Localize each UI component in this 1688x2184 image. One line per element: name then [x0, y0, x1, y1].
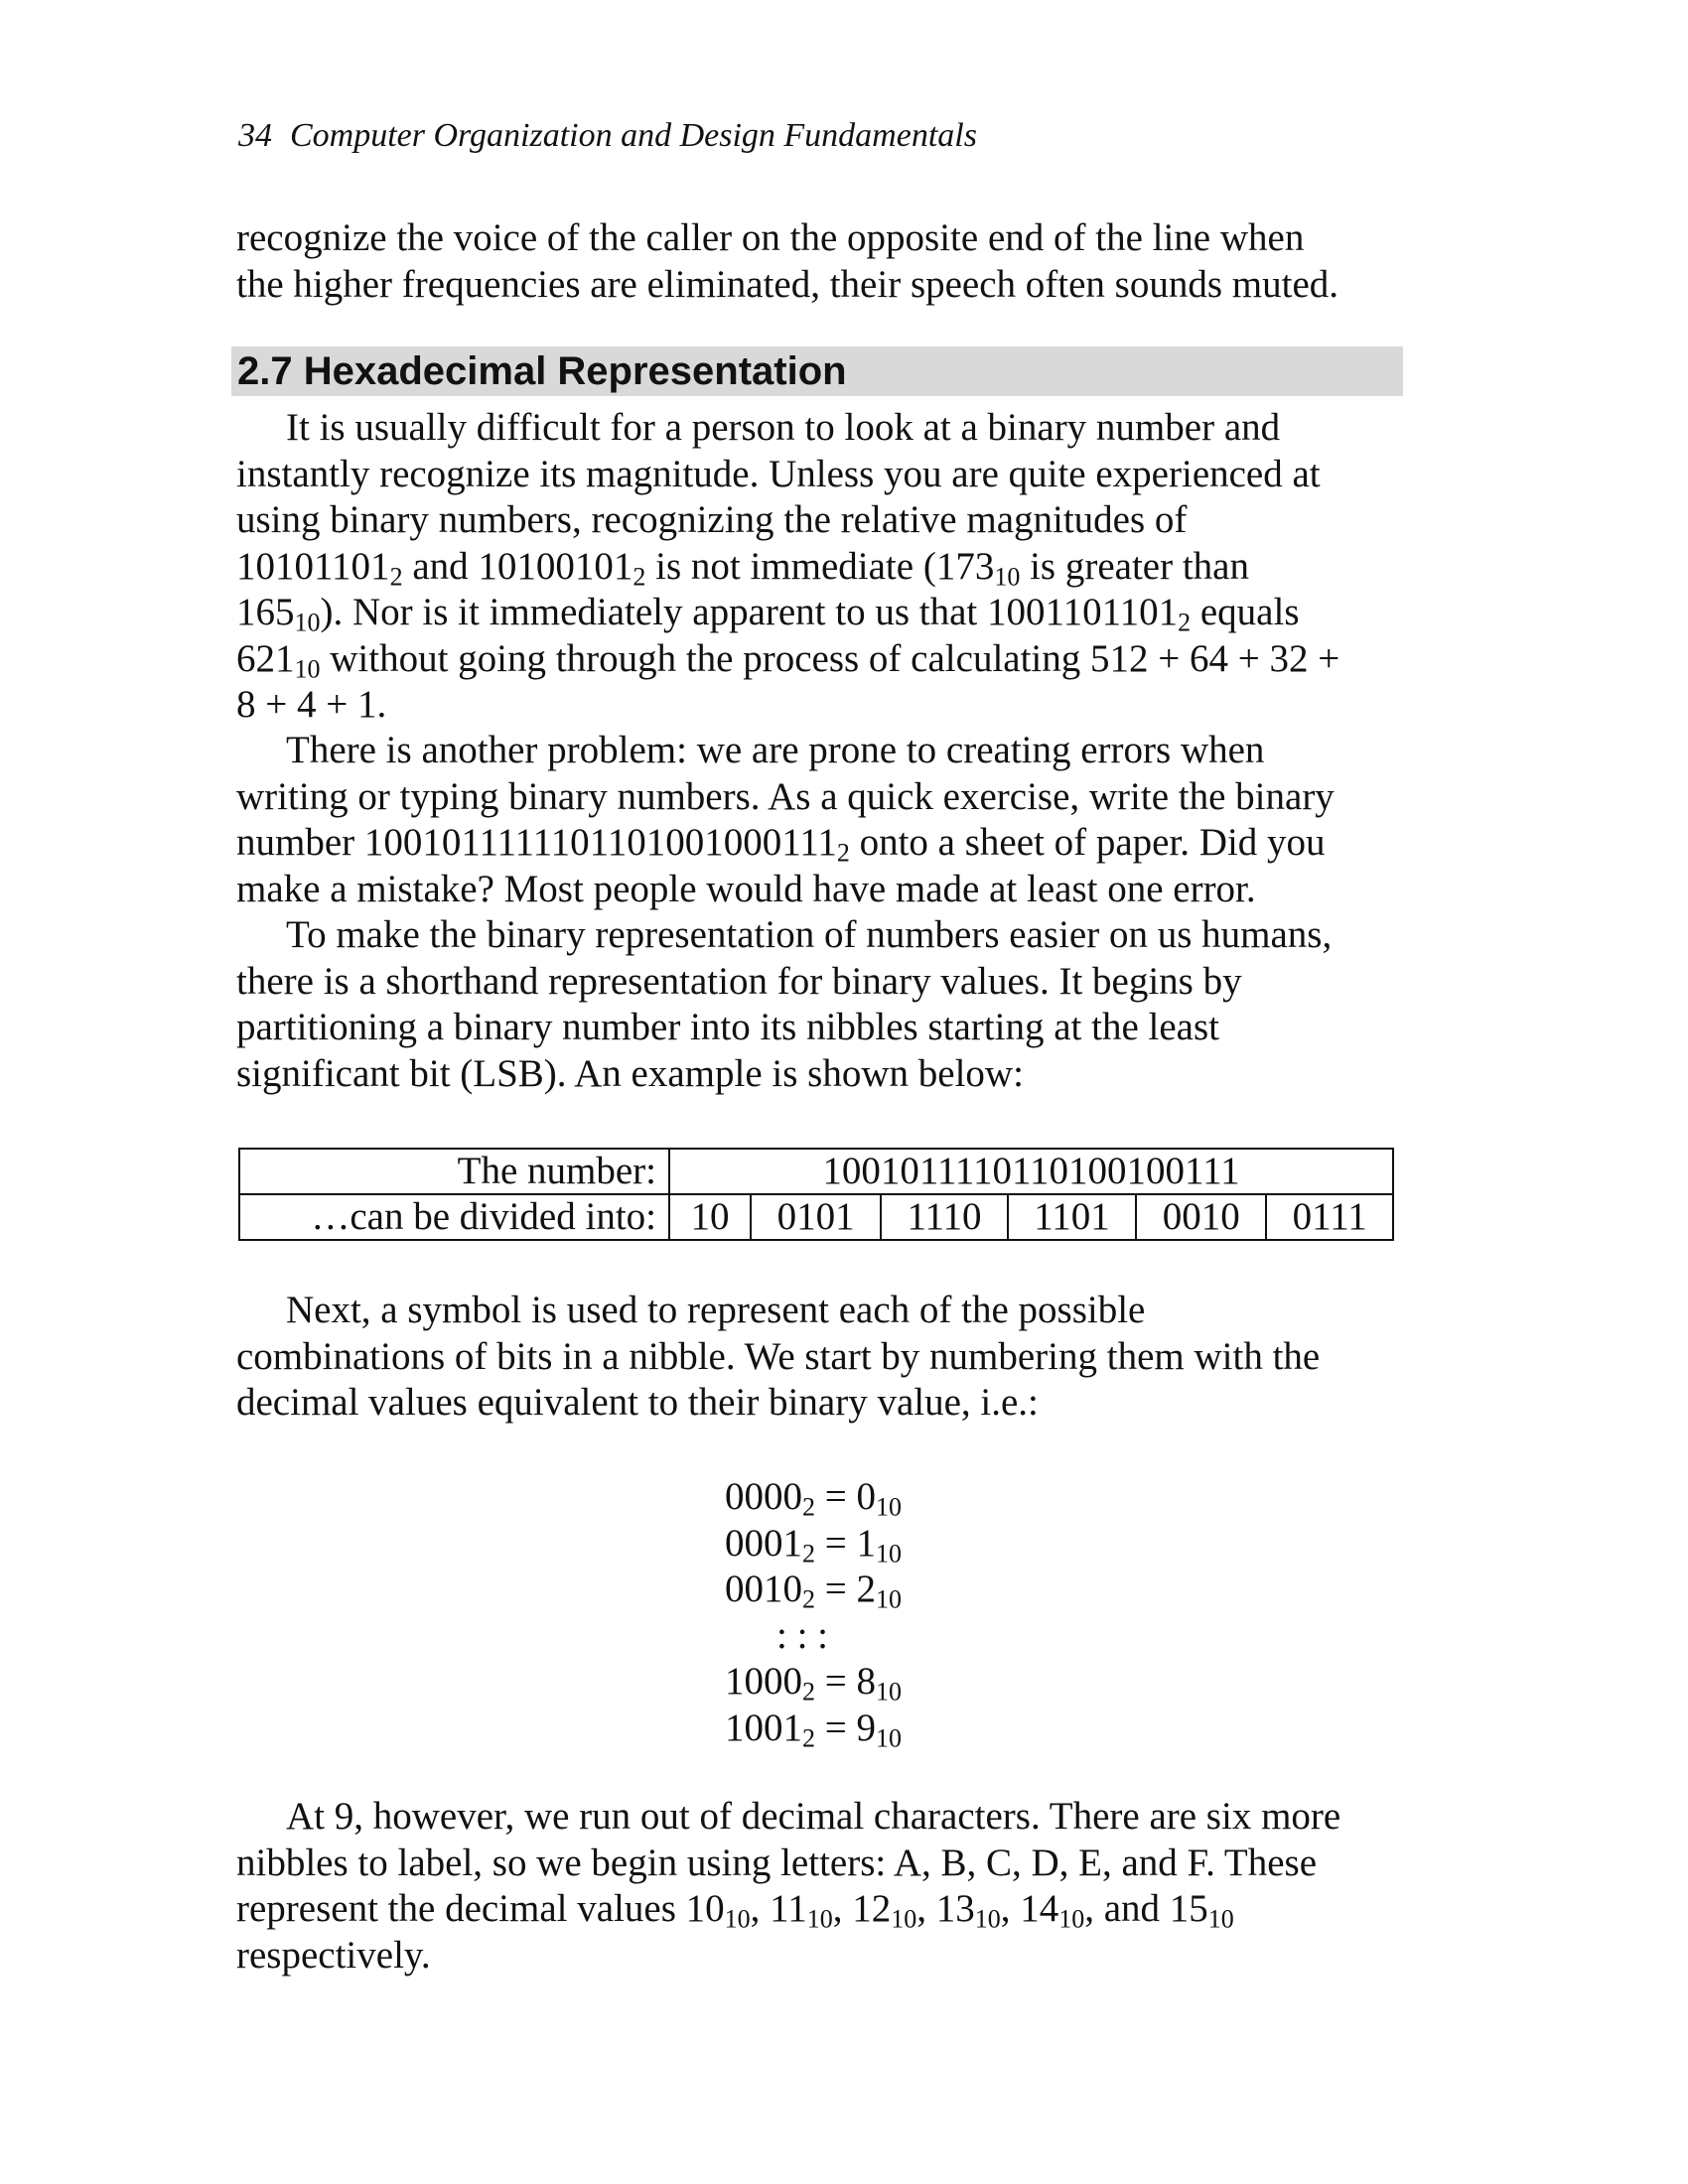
mapping-binary: 1001	[725, 1706, 802, 1749]
base-subscript: 10	[294, 654, 321, 683]
text-run: and	[402, 544, 479, 588]
mapping-decimal: 1	[856, 1521, 876, 1565]
table-cell-nibble: 0010	[1136, 1194, 1266, 1240]
text-line	[236, 590, 1408, 636]
table-cell-nibble: 10	[669, 1194, 751, 1240]
decimal-number: 12	[852, 1887, 892, 1930]
decimal-number: 165	[236, 591, 295, 633]
text-run: ,	[832, 1887, 853, 1930]
table-cell-nibble: 0101	[751, 1194, 881, 1240]
text-run: is not immediate (	[645, 544, 936, 588]
equals-sign: =	[815, 1521, 857, 1565]
text-line: At 9, however, we run out of decimal characters. There are six more	[286, 1795, 1341, 1838]
text-line: using binary numbers, recognizing the relative magnitudes of	[236, 498, 1188, 541]
paragraph-letters	[236, 1794, 1408, 1979]
text-run: is greater than	[1020, 544, 1249, 588]
base-subscript: 10	[724, 1904, 751, 1934]
paragraph-errors	[236, 728, 1408, 912]
text-line	[236, 544, 1408, 591]
mapping-decimal: 0	[856, 1475, 876, 1518]
base-subscript: 2	[802, 1539, 815, 1568]
binary-number: 1001011111101101001000111	[363, 821, 837, 864]
text-run: ,	[916, 1887, 936, 1930]
text-line: writing or typing binary numbers. As a quick exercise, write the binary	[236, 774, 1335, 818]
text-line: partitioning a binary number into its nibbles starting at the least	[236, 1006, 1219, 1048]
text-run: , and	[1084, 1887, 1170, 1930]
intro-paragraph	[236, 215, 1408, 308]
paragraph-magnitude	[236, 405, 1408, 729]
text-line: combinations of bits in a nibble. We start by numbering them with the	[236, 1334, 1321, 1378]
mapping-decimal: 9	[856, 1706, 876, 1749]
decimal-number: 13	[935, 1887, 975, 1930]
text-run: ,	[1000, 1887, 1021, 1930]
base-subscript: 10	[1058, 1904, 1085, 1934]
base-subscript: 10	[974, 1904, 1001, 1934]
base-subscript: 2	[802, 1723, 815, 1752]
base-subscript: 2	[633, 562, 646, 591]
base-subscript: 10	[294, 608, 321, 637]
text-line: Next, a symbol is used to represent each of the possible	[286, 1289, 1146, 1331]
mapping-row	[725, 1659, 902, 1706]
mapping-row	[725, 1521, 902, 1568]
text-line: there is a shorthand representation for binary values. It begins by	[236, 959, 1242, 1003]
table-cell-nibble: 1110	[881, 1194, 1008, 1240]
mapping-binary: 1000	[725, 1660, 802, 1703]
base-subscript: 10	[876, 1677, 902, 1706]
base-subscript: 10	[994, 562, 1021, 591]
decimal-number: 10	[685, 1887, 725, 1930]
text-run: without going through the process of calculating 512 + 64 + 32 +	[320, 636, 1340, 680]
text-run: onto a sheet of paper. Did you	[849, 821, 1326, 864]
table-cell-label: The number:	[239, 1149, 669, 1194]
mapping-ellipsis: : : :	[776, 1613, 829, 1657]
binary-number: 10100101	[478, 544, 633, 588]
nibble-table	[238, 1148, 1394, 1241]
binary-number: 10101101	[236, 544, 390, 588]
text-line: the higher frequencies are eliminated, their speech often sounds muted.	[236, 262, 1339, 306]
text-line: It is usually difficult for a person to look at a binary number and	[286, 406, 1281, 449]
mapping-row	[725, 1474, 902, 1521]
text-line: respectively.	[236, 1933, 431, 1977]
base-subscript: 2	[836, 838, 850, 868]
equals-sign: =	[815, 1475, 857, 1518]
equals-sign: =	[815, 1660, 857, 1703]
mapping-decimal: 8	[856, 1660, 876, 1703]
base-subscript: 2	[802, 1492, 815, 1522]
paragraph-symbols	[236, 1288, 1408, 1427]
text-line	[236, 636, 1408, 683]
text-line: decimal values equivalent to their binary value, i.e.:	[236, 1381, 1039, 1424]
text-line: recognize the voice of the caller on the opposite end of the line when	[236, 216, 1305, 259]
base-subscript: 10	[876, 1723, 902, 1752]
decimal-number: 11	[770, 1887, 807, 1930]
base-subscript: 10	[876, 1492, 902, 1522]
base-subscript: 10	[876, 1584, 902, 1614]
text-line: To make the binary representation of numbers easier on us humans,	[286, 913, 1333, 956]
text-line: significant bit (LSB). An example is shown below:	[236, 1051, 1024, 1095]
running-title: Computer Organization and Design Fundamentals	[290, 117, 977, 154]
equals-sign: =	[815, 1706, 857, 1749]
text-line: instantly recognize its magnitude. Unless you are quite experienced at	[236, 452, 1321, 495]
text-run: number	[236, 821, 364, 864]
text-run: equals	[1191, 591, 1300, 633]
text-run: ,	[750, 1887, 771, 1930]
base-subscript: 2	[802, 1677, 815, 1706]
decimal-number: 14	[1020, 1887, 1059, 1930]
text-line: make a mistake? Most people would have made at least one error.	[236, 867, 1256, 910]
mapping-row	[725, 1706, 902, 1752]
text-run: represent the decimal values	[236, 1887, 686, 1930]
base-subscript: 10	[891, 1904, 917, 1934]
binary-number: 1001101101	[987, 591, 1179, 633]
page-header	[238, 117, 977, 155]
paragraph-shorthand	[236, 912, 1408, 1097]
decimal-number: 173	[935, 544, 995, 588]
base-subscript: 2	[1178, 608, 1192, 637]
mapping-binary: 0001	[725, 1521, 802, 1565]
text-line	[236, 820, 1408, 867]
text-line: There is another problem: we are prone to creating errors when	[286, 729, 1265, 771]
table-cell-nibble: 0111	[1266, 1194, 1393, 1240]
decimal-number: 621	[236, 636, 295, 680]
section-heading: 2.7 Hexadecimal Representation	[231, 346, 1403, 396]
base-subscript: 10	[1207, 1904, 1234, 1934]
table-cell-nibble: 1101	[1008, 1194, 1136, 1240]
decimal-number: 15	[1169, 1887, 1208, 1930]
base-subscript: 2	[389, 562, 403, 591]
mapping-binary: 0010	[725, 1568, 802, 1610]
text-line: nibbles to label, so we begin using letters: A, B, C, D, E, and F. These	[236, 1841, 1318, 1884]
text-line	[236, 1886, 1408, 1933]
table-row	[239, 1149, 1393, 1194]
base-subscript: 2	[802, 1584, 815, 1614]
text-line: 8 + 4 + 1.	[236, 683, 387, 726]
binary-decimal-mapping	[725, 1474, 902, 1751]
equals-sign: =	[815, 1568, 857, 1610]
table-cell-label: …can be divided into:	[239, 1194, 669, 1240]
base-subscript: 10	[806, 1904, 833, 1934]
mapping-decimal: 2	[856, 1568, 876, 1610]
table-cell-number: 1001011110110100100111	[669, 1149, 1393, 1194]
text-run: ). Nor is it immediately apparent to us that	[320, 591, 988, 633]
table-row	[239, 1194, 1393, 1240]
mapping-row	[725, 1567, 902, 1613]
base-subscript: 10	[876, 1539, 902, 1568]
mapping-binary: 0000	[725, 1475, 802, 1518]
page-number: 34	[238, 117, 272, 154]
